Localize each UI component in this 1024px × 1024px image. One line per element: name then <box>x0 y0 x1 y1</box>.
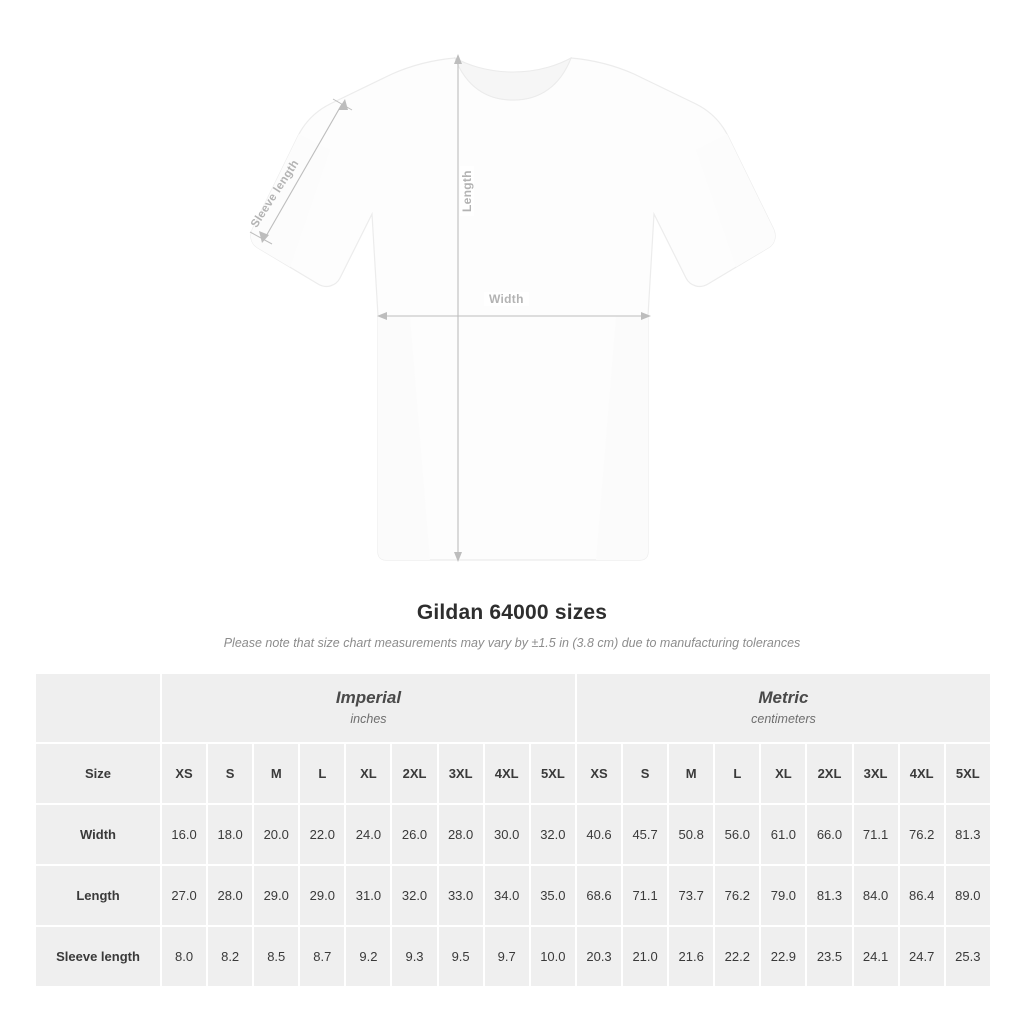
cell-length-metric-3xl: 84.0 <box>853 865 899 926</box>
length-dimension-label: Length <box>460 166 474 216</box>
cell-length-imperial-s: 28.0 <box>207 865 253 926</box>
size-table-wrapper <box>34 672 990 988</box>
cell-width-metric-m: 50.8 <box>668 804 714 865</box>
cell-length-metric-s: 71.1 <box>622 865 668 926</box>
cell-length-imperial-xs: 27.0 <box>161 865 207 926</box>
cell-length-metric-4xl: 86.4 <box>899 865 945 926</box>
row-label-width: Width <box>35 804 161 865</box>
cell-length-imperial-4xl: 34.0 <box>484 865 530 926</box>
table-row <box>35 865 991 926</box>
cell-width-imperial-s: 18.0 <box>207 804 253 865</box>
tshirt-shape <box>248 58 775 560</box>
cell-length-imperial-xl: 31.0 <box>345 865 391 926</box>
unit-row-corner <box>35 673 161 743</box>
cell-length-metric-2xl: 81.3 <box>806 865 852 926</box>
cell-width-imperial-3xl: 28.0 <box>438 804 484 865</box>
size-table <box>34 672 992 988</box>
cell-width-imperial-l: 22.0 <box>299 804 345 865</box>
cell-sleeve-metric-m: 21.6 <box>668 926 714 987</box>
cell-width-metric-2xl: 66.0 <box>806 804 852 865</box>
cell-sleeve-imperial-4xl: 9.7 <box>484 926 530 987</box>
cell-length-metric-xl: 79.0 <box>760 865 806 926</box>
row-label-length: Length <box>35 865 161 926</box>
size-col-metric-s: S <box>622 743 668 804</box>
size-col-metric-5xl: 5XL <box>945 743 991 804</box>
size-col-imperial-4xl: 4XL <box>484 743 530 804</box>
size-col-metric-3xl: 3XL <box>853 743 899 804</box>
cell-sleeve-metric-s: 21.0 <box>622 926 668 987</box>
cell-length-imperial-5xl: 35.0 <box>530 865 576 926</box>
imperial-units-label: inches <box>350 712 387 727</box>
cell-width-metric-3xl: 71.1 <box>853 804 899 865</box>
cell-length-metric-xs: 68.6 <box>576 865 622 926</box>
sleeve-length-dimension-label: Sleeve length <box>248 158 302 230</box>
size-col-imperial-xl: XL <box>345 743 391 804</box>
cell-sleeve-metric-xl: 22.9 <box>760 926 806 987</box>
imperial-header <box>161 673 576 743</box>
cell-length-imperial-2xl: 32.0 <box>391 865 437 926</box>
size-col-imperial-s: S <box>207 743 253 804</box>
cell-width-metric-s: 45.7 <box>622 804 668 865</box>
cell-length-imperial-l: 29.0 <box>299 865 345 926</box>
width-dimension-label: Width <box>484 292 529 306</box>
cell-sleeve-imperial-2xl: 9.3 <box>391 926 437 987</box>
cell-length-imperial-3xl: 33.0 <box>438 865 484 926</box>
cell-sleeve-imperial-l: 8.7 <box>299 926 345 987</box>
cell-width-metric-xl: 61.0 <box>760 804 806 865</box>
cell-width-imperial-m: 20.0 <box>253 804 299 865</box>
cell-sleeve-metric-4xl: 24.7 <box>899 926 945 987</box>
size-col-imperial-2xl: 2XL <box>391 743 437 804</box>
cell-sleeve-metric-2xl: 23.5 <box>806 926 852 987</box>
size-col-imperial-l: L <box>299 743 345 804</box>
size-col-metric-4xl: 4XL <box>899 743 945 804</box>
page-title: Gildan 64000 sizes <box>416 601 608 624</box>
size-header-row <box>35 743 991 804</box>
size-col-metric-2xl: 2XL <box>806 743 852 804</box>
cell-width-metric-l: 56.0 <box>714 804 760 865</box>
unit-system-row <box>35 673 991 743</box>
cell-length-metric-l: 76.2 <box>714 865 760 926</box>
size-col-metric-xs: XS <box>576 743 622 804</box>
cell-width-imperial-xl: 24.0 <box>345 804 391 865</box>
cell-width-metric-5xl: 81.3 <box>945 804 991 865</box>
table-row <box>35 804 991 865</box>
size-col-imperial-m: M <box>253 743 299 804</box>
metric-units-label: centimeters <box>751 712 816 727</box>
row-label-sleeve-length: Sleeve length <box>35 926 161 987</box>
cell-sleeve-imperial-xs: 8.0 <box>161 926 207 987</box>
cell-sleeve-metric-5xl: 25.3 <box>945 926 991 987</box>
cell-sleeve-metric-xs: 20.3 <box>576 926 622 987</box>
cell-width-metric-4xl: 76.2 <box>899 804 945 865</box>
metric-header <box>576 673 991 743</box>
cell-length-metric-m: 73.7 <box>668 865 714 926</box>
size-col-imperial-xs: XS <box>161 743 207 804</box>
cell-width-imperial-xs: 16.0 <box>161 804 207 865</box>
size-col-metric-xl: XL <box>760 743 806 804</box>
cell-length-imperial-m: 29.0 <box>253 865 299 926</box>
cell-sleeve-metric-l: 22.2 <box>714 926 760 987</box>
title-block <box>0 601 1024 650</box>
cell-sleeve-imperial-3xl: 9.5 <box>438 926 484 987</box>
cell-width-imperial-5xl: 32.0 <box>530 804 576 865</box>
size-header-cell: Size <box>35 743 161 804</box>
table-row <box>35 926 991 987</box>
cell-sleeve-metric-3xl: 24.1 <box>853 926 899 987</box>
cell-sleeve-imperial-s: 8.2 <box>207 926 253 987</box>
size-col-imperial-3xl: 3XL <box>438 743 484 804</box>
tolerance-note: Please note that size chart measurements may vary by ±1.5 in (3.8 cm) due to manufacturing tolerances <box>223 636 801 650</box>
cell-sleeve-imperial-xl: 9.2 <box>345 926 391 987</box>
metric-system-label: Metric <box>758 688 809 708</box>
size-col-metric-m: M <box>668 743 714 804</box>
cell-sleeve-imperial-5xl: 10.0 <box>530 926 576 987</box>
size-col-imperial-5xl: 5XL <box>530 743 576 804</box>
cell-width-imperial-2xl: 26.0 <box>391 804 437 865</box>
imperial-system-label: Imperial <box>335 688 402 708</box>
cell-width-imperial-4xl: 30.0 <box>484 804 530 865</box>
cell-sleeve-imperial-m: 8.5 <box>253 926 299 987</box>
cell-length-metric-5xl: 89.0 <box>945 865 991 926</box>
cell-width-metric-xs: 40.6 <box>576 804 622 865</box>
size-col-metric-l: L <box>714 743 760 804</box>
